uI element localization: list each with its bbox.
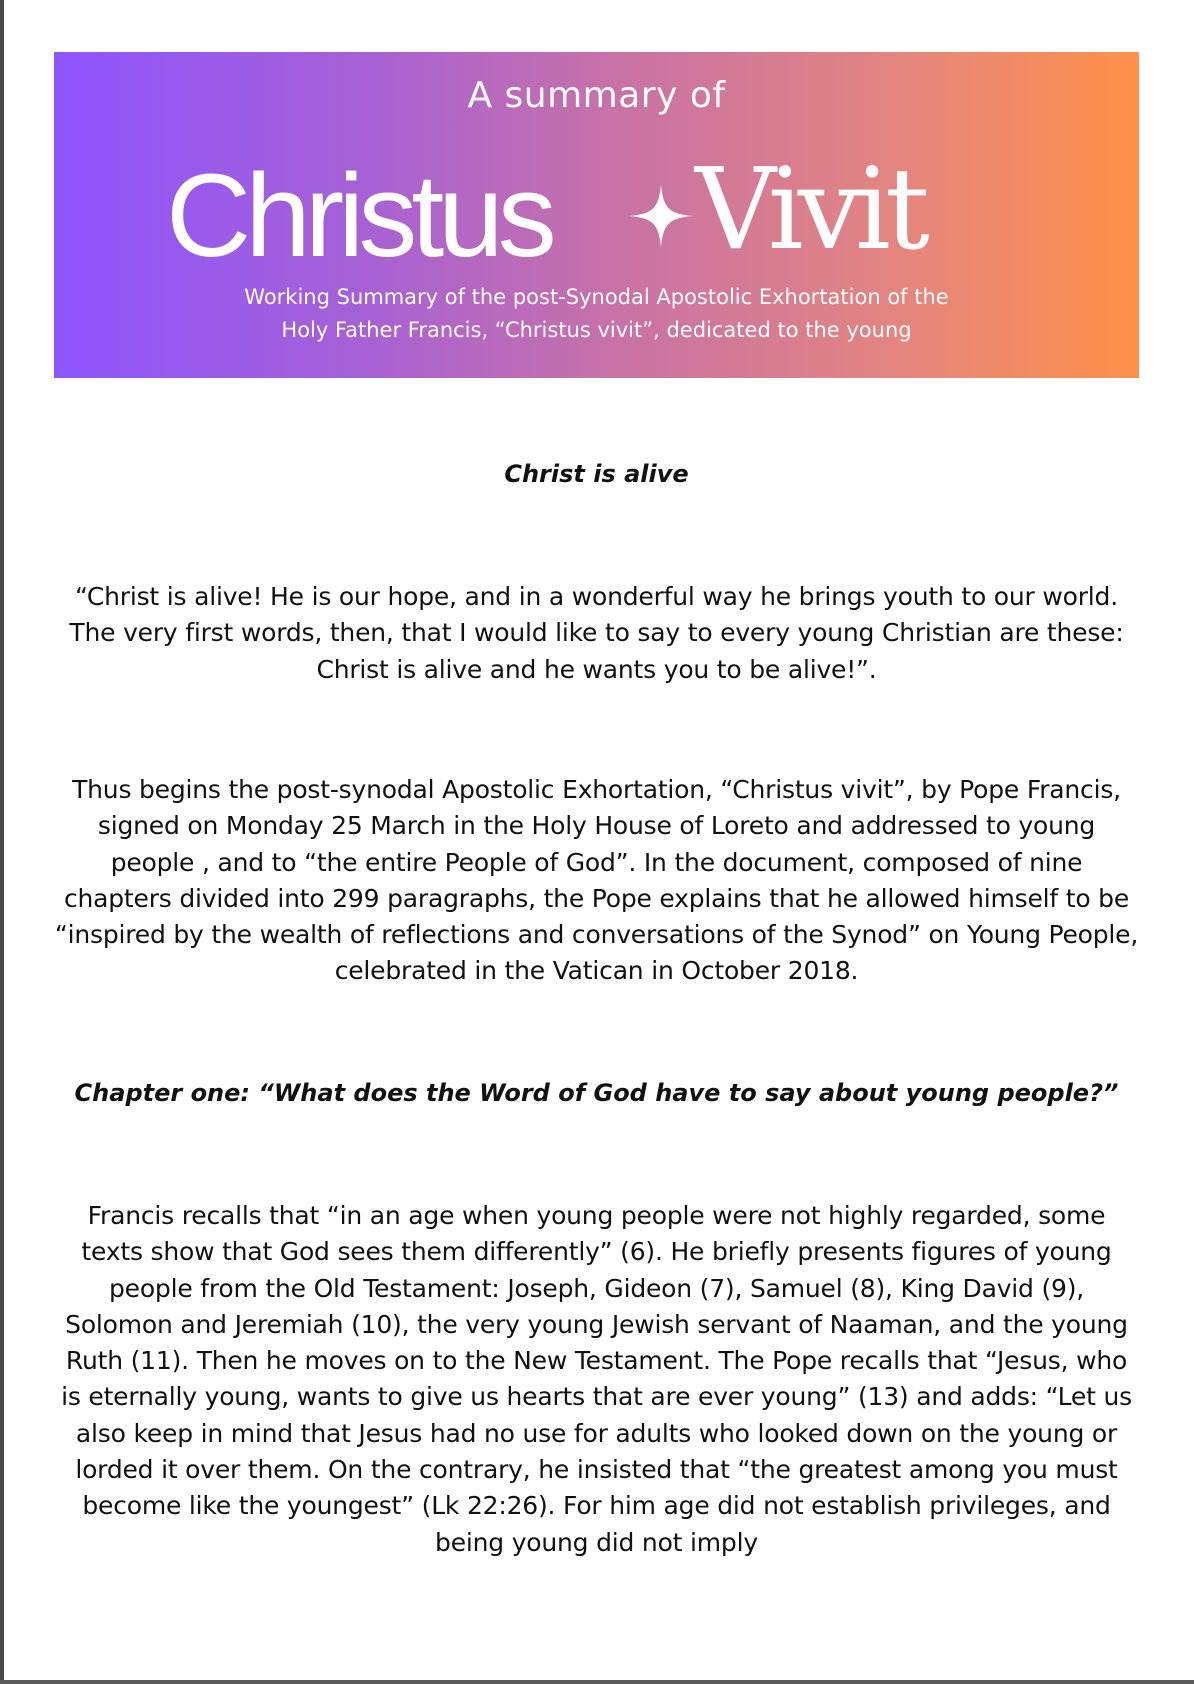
banner-title-vivit: Vivit — [695, 145, 924, 275]
chapter-one-body-paragraph: Francis recalls that “in an age when young people were not highly regarded, some texts show that God sees them differently” (6). He briefly presents figures of young people from the Old Testament: Joseph, Gideon (7), Samuel (8), King David (9), Solomon and Jeremiah (10), the very young Jewish servant of Naaman, and the young Ruth (11). Then he moves on to the New Testament. The Pope recalls that “Jesus, who is eternally young, wants to give us hearts that are ever young” (13) and adds: “Let us also keep in mind that Jesus had no use for adults who looked down on the young or lorded it over them. On the contrary, he insisted that “the greatest among you must become like the youngest” (Lk 22:26). For him age did not establish privileges, and being young did not imply — [61, 1201, 1132, 1557]
title-banner — [54, 52, 1139, 378]
banner-title-christus: Christus — [166, 150, 551, 282]
banner-pre-title: A summary of — [467, 75, 726, 116]
banner-subtitle — [54, 281, 1139, 347]
banner-subtitle-line-1: Working Summary of the post-Synodal Apostolic Exhortation of the — [244, 285, 949, 309]
four-point-star-icon — [625, 180, 697, 252]
viewer-bottom-border — [0, 1680, 1194, 1684]
intro-paragraph: Thus begins the post-synodal Apostolic Exhortation, “Christus vivit”, by Pope Francis, signed on Monday 25 March in the Holy House of Loreto and addressed to young people , and to “the entire People of God”. In the document, composed of nine chapters divided into 299 paragraphs, the Pope explains that he allowed himself to be “inspired by the wealth of reflections and conversations of the Synod” on Young People, celebrated in the Vatican in October 2018. — [54, 775, 1139, 986]
banner-title — [54, 140, 1139, 290]
banner-subtitle-line-2: Holy Father Francis, “Christus vivit”, dedicated to the young — [281, 318, 912, 342]
opening-quote-paragraph: “Christ is alive! He is our hope, and in a wonderful way he brings youth to our world. The very first words, then, that I would like to say to every young Christian are these: Christ is alive and he wants you to be alive!”. — [69, 582, 1124, 684]
viewer-left-border — [0, 0, 4, 1684]
section-heading-christ-is-alive: Christ is alive — [504, 460, 689, 488]
chapter-one-heading: Chapter one: “What does the Word of God have to say about young people?” — [74, 1079, 1119, 1107]
